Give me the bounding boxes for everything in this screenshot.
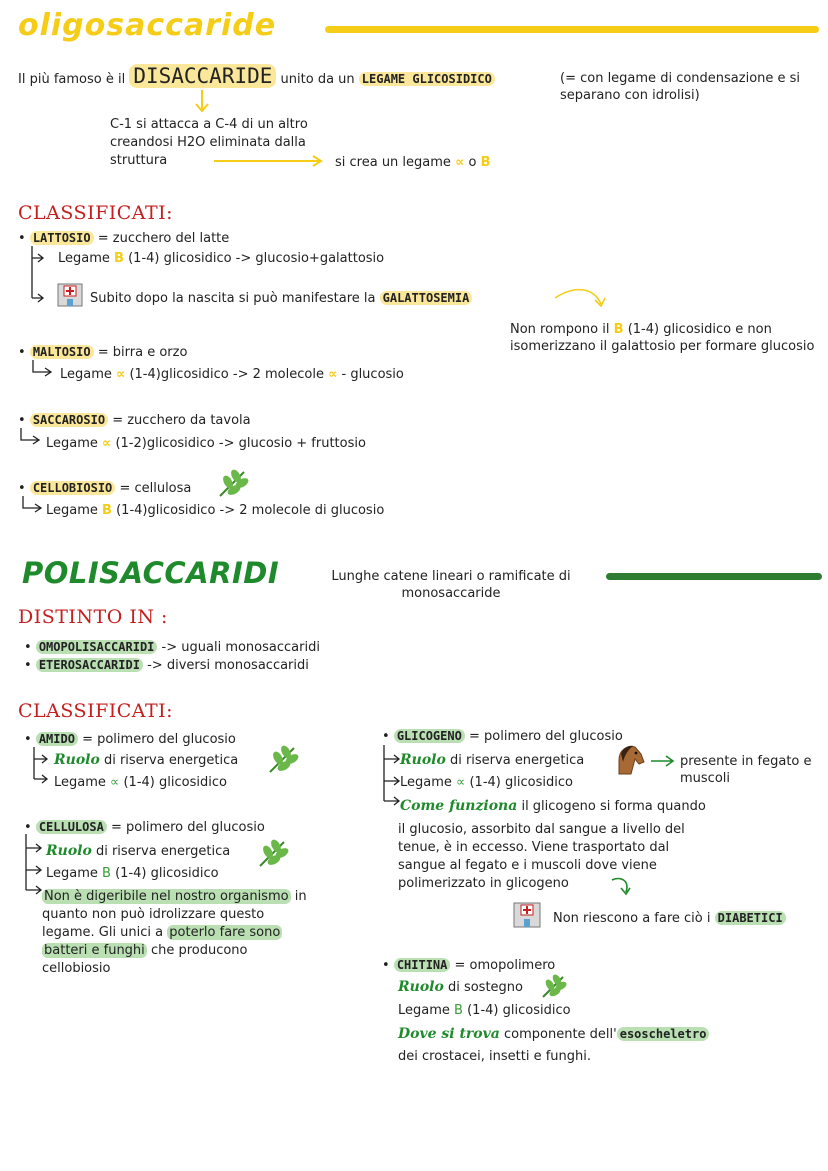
beta-icon: B <box>102 866 111 881</box>
glicogeno-line: • GLICOGENO = polimero del glucosio <box>382 729 623 744</box>
beta-icon: B <box>114 251 124 266</box>
expl-line-1: C-1 si attacca a C-4 di un altro <box>110 117 308 132</box>
saccarosio-legame <box>46 435 366 452</box>
curved-arrow-icon <box>608 874 636 902</box>
cellulosa-desc: = polimero del glucosio <box>110 820 265 835</box>
maltosio-line: • MALTOSIO = birra e orzo <box>18 345 188 360</box>
classificati-heading-2: CLASSIFICATI: <box>18 700 174 722</box>
maltosio-legame-text: (1-4)glicosidico -> 2 molecole <box>129 367 324 382</box>
lattosio-term: LATTOSIO <box>30 231 94 245</box>
lattosio-legame <box>58 250 384 267</box>
glicogeno-legame-text: (1-4) glicosidico <box>469 775 573 790</box>
saccarosio-desc: = zucchero da tavola <box>112 413 251 428</box>
omopolisaccaridi-term: OMOPOLISACCARIDI <box>36 640 158 654</box>
cellulosa-line: • CELLULOSA = polimero del glucosio <box>24 820 265 835</box>
glicogeno-c3: sangue al fegato e i muscoli dove viene <box>398 858 657 873</box>
poterlo-highlight: poterlo fare sono <box>169 925 281 940</box>
glicogeno-c2: tenue, è in eccesso. Viene trasportato dal <box>398 840 670 855</box>
cellobiosio-term: CELLOBIOSIO <box>30 481 115 495</box>
glicogeno-term: GLICOGENO <box>394 729 465 743</box>
cellulosa-legame-text: (1-4) glicosidico <box>115 866 219 881</box>
legame-label: Legame <box>398 1003 450 1018</box>
curved-arrow-icon <box>553 286 608 316</box>
diabetici-pre: Non riescono a fare ciò i <box>553 911 711 926</box>
saccarosio-term: SACCAROSIO <box>30 413 108 427</box>
legame-label: Legame <box>46 436 98 451</box>
ruolo-label: Ruolo <box>54 752 100 768</box>
amido-legame-text: (1-4) glicosidico <box>123 775 227 790</box>
eterosaccaridi-term: ETEROSACCARIDI <box>36 658 143 672</box>
right-arrow-icon <box>212 154 327 168</box>
galattosemia-term: GALATTOSEMIA <box>380 291 473 305</box>
leaf-icon <box>256 836 290 870</box>
dove-si-trova-label: Dove si trova <box>398 1026 500 1042</box>
chitina-dove <box>398 1026 709 1043</box>
omo-line: • OMOPOLISACCARIDI -> uguali monosaccaridi <box>24 640 320 655</box>
maltosio-term: MALTOSIO <box>30 345 94 359</box>
amido-ruolo <box>54 752 238 769</box>
hook-arrow-icon <box>20 496 46 516</box>
maltosio-desc: = birra e orzo <box>97 345 188 360</box>
down-arrow-icon <box>192 88 212 114</box>
cellulosa-term: CELLULOSA <box>36 820 107 834</box>
right-arrow-icon <box>650 754 676 768</box>
amido-ruolo-text: di riserva energetica <box>103 753 239 768</box>
glicogeno-come <box>400 798 706 815</box>
etero-desc: -> diversi monosaccaridi <box>147 658 309 673</box>
leaf-icon <box>266 742 300 776</box>
galattosemia-line <box>90 290 472 307</box>
legame-label: Legame <box>400 775 452 790</box>
amido-desc: = polimero del glucosio <box>82 732 236 747</box>
oligo-title: oligosaccaride <box>18 8 277 43</box>
ruolo-label: Ruolo <box>46 843 92 859</box>
chitina-legame <box>398 1002 571 1019</box>
condensation-note: (= con legame di condensazione e si separano con idrolisi) <box>560 71 801 103</box>
note-pre: Non rompono il <box>510 322 610 337</box>
expl-line-3: struttura <box>110 153 168 168</box>
disaccaride-term: DISACCARIDE <box>129 64 276 88</box>
hospital-icon <box>512 899 542 929</box>
note-text: legame. Gli unici a <box>42 925 164 940</box>
alpha-icon: ∝ <box>456 775 466 790</box>
intro-mid: unito da un <box>280 72 355 87</box>
diabetici-term: DIABETICI <box>715 911 786 925</box>
branch-arrow-icon <box>30 747 52 787</box>
cellulosa-legame <box>46 865 219 882</box>
chitina-desc: = omopolimero <box>454 958 556 973</box>
classificati-heading: CLASSIFICATI: <box>18 202 174 224</box>
legame-label: Legame <box>46 866 98 881</box>
note-post: (1-4) glicosidico e non isomerizzano il galattosio per formare glucosio <box>510 322 815 354</box>
glicogeno-c1: il glucosio, assorbito dal sangue a livello del <box>398 822 685 837</box>
alpha-icon: ∝ <box>455 155 465 170</box>
lattosio-desc: = zucchero del latte <box>97 231 230 246</box>
distinto-heading: DISTINTO IN : <box>18 606 168 628</box>
legame-label: Legame <box>58 251 110 266</box>
omo-desc: -> uguali monosaccaridi <box>161 640 320 655</box>
saccarosio-legame-text: (1-2)glicosidico -> glucosio + fruttosio <box>115 436 366 451</box>
come-text: il glicogeno si forma quando <box>521 799 706 814</box>
horse-icon <box>611 742 647 778</box>
lattosio-line: • LATTOSIO = zucchero del latte <box>18 231 230 246</box>
etero-line: • ETEROSACCARIDI -> diversi monosaccaridi <box>24 658 309 673</box>
title-underline-bar <box>325 26 819 33</box>
cellulosa-note-2: quanto non può idrolizzare questo <box>42 907 265 922</box>
saccarosio-line: • SACCAROSIO = zucchero da tavola <box>18 413 251 428</box>
amido-line: • AMIDO = polimero del glucosio <box>24 732 236 747</box>
result-o: o <box>468 155 477 170</box>
ruolo-label: Ruolo <box>400 752 446 768</box>
leaf-icon <box>216 466 250 500</box>
clinic-pre: Subito dopo la nascita si può manifestare la <box>90 291 376 306</box>
poli-title-bar <box>606 573 822 580</box>
hook-arrow-icon <box>30 360 56 380</box>
cellobiosio-line: • CELLOBIOSIO = cellulosa <box>18 481 192 496</box>
ruolo-label: Ruolo <box>398 979 444 995</box>
beta-icon: B <box>454 1003 463 1018</box>
diabetici-line <box>553 910 786 927</box>
legame-glicosidico-term: LEGAME GLICOSIDICO <box>359 72 495 86</box>
chitina-ruolo <box>398 979 523 996</box>
note-text: che producono <box>150 943 248 958</box>
maltosio-legame <box>60 366 404 383</box>
hospital-icon <box>56 280 84 308</box>
maltosio-legame-post: - glucosio <box>341 367 404 382</box>
hook-arrow-icon <box>18 428 44 448</box>
cellulosa-ruolo-text: di riserva energetica <box>95 844 231 859</box>
chitina-dove-2: dei crostacei, insetti e funghi. <box>398 1049 591 1064</box>
result-pre: si crea un legame <box>335 155 451 170</box>
result-line <box>335 154 491 171</box>
beta-icon: B <box>613 322 624 337</box>
cellobiosio-legame <box>46 502 384 519</box>
cellulosa-ruolo <box>46 843 230 860</box>
glicogeno-desc: = polimero del glucosio <box>468 729 623 744</box>
poli-title: POLISACCARIDI <box>22 556 280 590</box>
glicogeno-ruolo-text: di riserva energetica <box>449 753 585 768</box>
oligo-intro <box>18 64 495 88</box>
batteri-highlight: batteri e funghi <box>44 943 145 958</box>
alpha-icon: ∝ <box>328 367 338 382</box>
cellulosa-note-1 <box>42 888 307 905</box>
non-digeribile-highlight: Non è digeribile nel nostro organismo <box>44 889 289 904</box>
alpha-icon: ∝ <box>102 436 112 451</box>
chitina-term: CHITINA <box>394 958 451 972</box>
leaf-icon <box>540 972 568 1000</box>
lattosio-legame-text: (1-4) glicosidico -> glucosio+galattosio <box>128 251 385 266</box>
chitina-line: • CHITINA = omopolimero <box>382 958 556 973</box>
legame-label: Legame <box>46 503 98 518</box>
presente-fegato: presente in fegato e muscoli <box>680 754 812 786</box>
cellobiosio-desc: = cellulosa <box>119 481 192 496</box>
chitina-legame-text: (1-4) glicosidico <box>467 1003 571 1018</box>
poli-subtitle: Lunghe catene lineari o ramificate di monosaccaride <box>331 569 571 601</box>
beta-icon: B <box>480 155 491 170</box>
intro-pre: Il più famoso è il <box>18 72 126 87</box>
alpha-icon: ∝ <box>110 775 120 790</box>
cellulosa-note-5: cellobiosio <box>42 961 111 976</box>
come-funziona-label: Come funziona <box>400 798 518 814</box>
glicogeno-ruolo <box>400 752 584 769</box>
dove-text: componente dell' <box>504 1027 617 1042</box>
amido-term: AMIDO <box>36 732 78 746</box>
expl-line-2: creandosi H2O eliminata dalla <box>110 135 306 150</box>
alpha-icon: ∝ <box>116 367 126 382</box>
cellulosa-note-3 <box>42 924 282 941</box>
note-text: in <box>294 889 307 904</box>
esoscheletro-term: esoscheletro <box>617 1027 710 1041</box>
glicogeno-c4: polimerizzato in glicogeno <box>398 876 569 891</box>
cellobiosio-legame-text: (1-4)glicosidico -> 2 molecole di glucosio <box>116 503 385 518</box>
legame-label: Legame <box>60 367 112 382</box>
glicogeno-legame <box>400 774 573 791</box>
legame-label: Legame <box>54 775 106 790</box>
beta-icon: B <box>102 503 112 518</box>
chitina-ruolo-text: di sostegno <box>447 980 523 995</box>
amido-legame <box>54 774 227 791</box>
galattosemia-note <box>510 321 815 355</box>
branch-arrow-icon <box>28 246 48 306</box>
cellulosa-note-4 <box>42 942 248 959</box>
